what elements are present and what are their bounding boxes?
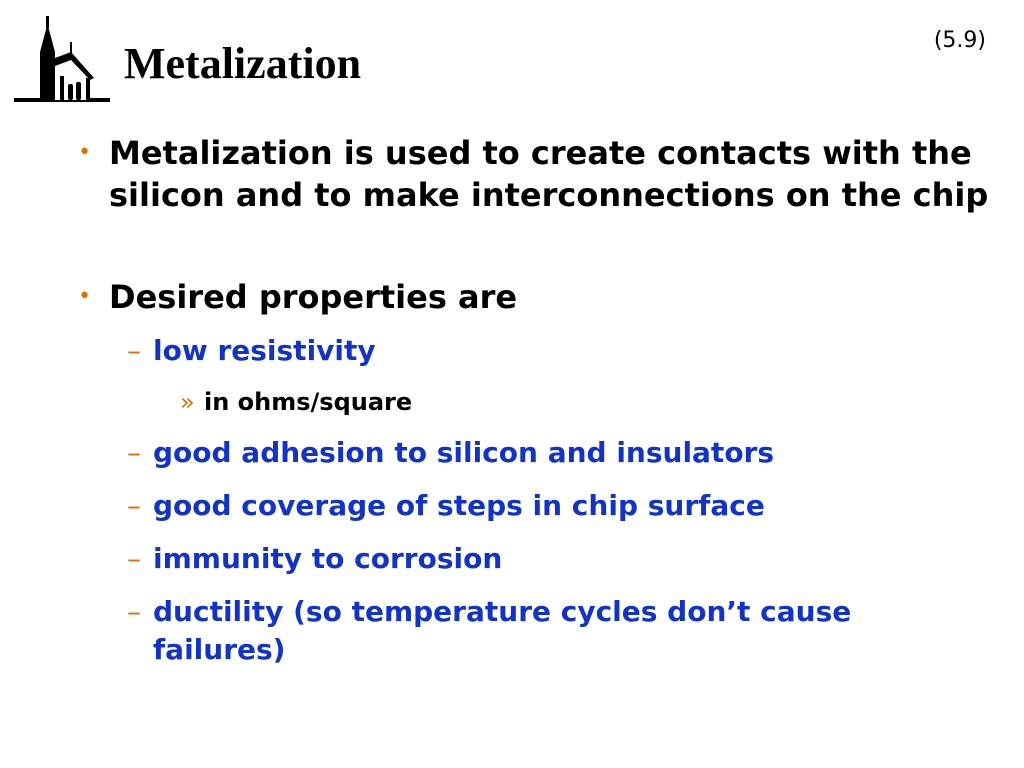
sub-sub-item-text: in ohms/square xyxy=(204,388,413,416)
sub-item-marker: – xyxy=(127,595,141,628)
sub-item-marker: – xyxy=(127,436,141,469)
sub-item-text: immunity to corrosion xyxy=(153,542,503,575)
bullet-marker: • xyxy=(78,140,91,165)
sub-item-text: good adhesion to silicon and insulators xyxy=(153,436,775,469)
sub-item-text: ductility (so temperature cycles don’t cause failures) xyxy=(153,595,852,666)
sub-item-text: low resistivity xyxy=(153,334,376,367)
sub-item-text: good coverage of steps in chip surface xyxy=(153,489,765,522)
sub-sub-item-marker: » xyxy=(180,388,195,416)
sub-item-marker: – xyxy=(127,542,141,575)
sub-item-marker: – xyxy=(127,334,141,367)
bullet-text: Metalization is used to create contacts with the silicon and to make interconnections on the chip xyxy=(109,134,989,214)
slide-title: Metalization xyxy=(124,39,362,88)
sub-item-marker: – xyxy=(127,489,141,522)
bullet-marker: • xyxy=(78,284,91,309)
slide-number: (5.9) xyxy=(933,28,986,53)
bullet-text: Desired properties are xyxy=(109,278,518,316)
